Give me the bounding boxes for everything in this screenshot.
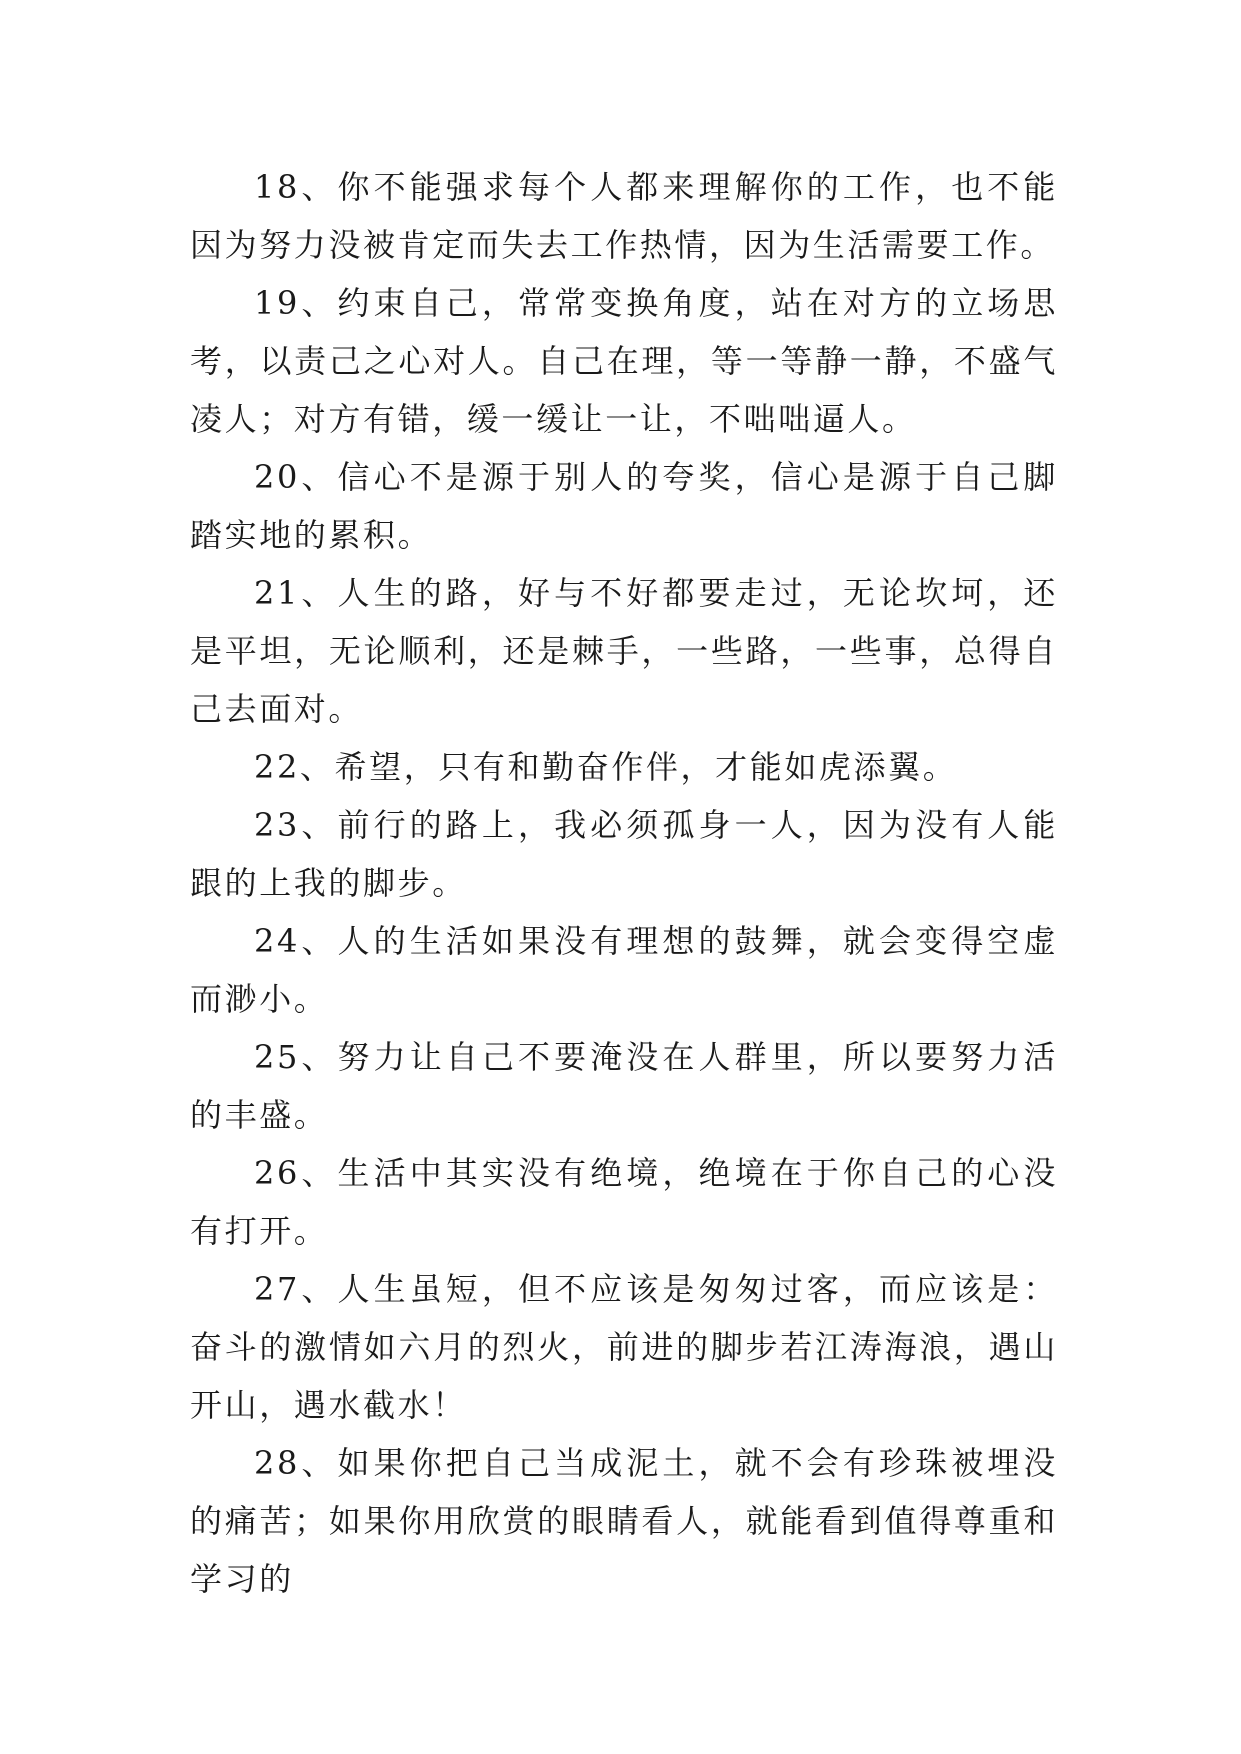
paragraph-24: 24、人的生活如果没有理想的鼓舞，就会变得空虚而渺小。: [190, 922, 1058, 1018]
paragraph-23: 23、前行的路上，我必须孤身一人，因为没有人能跟的上我的脚步。: [190, 806, 1058, 902]
paragraph-26: 26、生活中其实没有绝境，绝境在于你自己的心没有打开。: [190, 1154, 1058, 1250]
paragraph-18: 18、你不能强求每个人都来理解你的工作，也不能因为努力没被肯定而失去工作热情，因为生活需要工作。: [190, 168, 1058, 264]
paragraph-25: 25、努力让自己不要淹没在人群里，所以要努力活的丰盛。: [190, 1038, 1058, 1134]
paragraph-27: 27、人生虽短，但不应该是匆匆过客，而应该是：奋斗的激情如六月的烈火，前进的脚步若江涛海浪，遇山开山，遇水截水！: [190, 1270, 1058, 1424]
paragraph-21: 21、人生的路，好与不好都要走过，无论坎坷，还是平坦，无论顺利，还是棘手，一些路，一些事，总得自己去面对。: [190, 574, 1058, 728]
paragraph-28: 28、如果你把自己当成泥土，就不会有珍珠被埋没的痛苦；如果你用欣赏的眼睛看人，就能看到值得尊重和学习的: [190, 1444, 1058, 1598]
paragraph-20: 20、信心不是源于别人的夸奖，信心是源于自己脚踏实地的累积。: [190, 458, 1058, 554]
paragraph-22: 22、希望，只有和勤奋作伴，才能如虎添翼。: [254, 748, 958, 786]
paragraph-19: 19、约束自己，常常变换角度，站在对方的立场思考，以责己之心对人。自己在理，等一等静一静，不盛气凌人；对方有错，缓一缓让一让，不咄咄逼人。: [190, 284, 1058, 438]
document-body: [190, 158, 1058, 1608]
